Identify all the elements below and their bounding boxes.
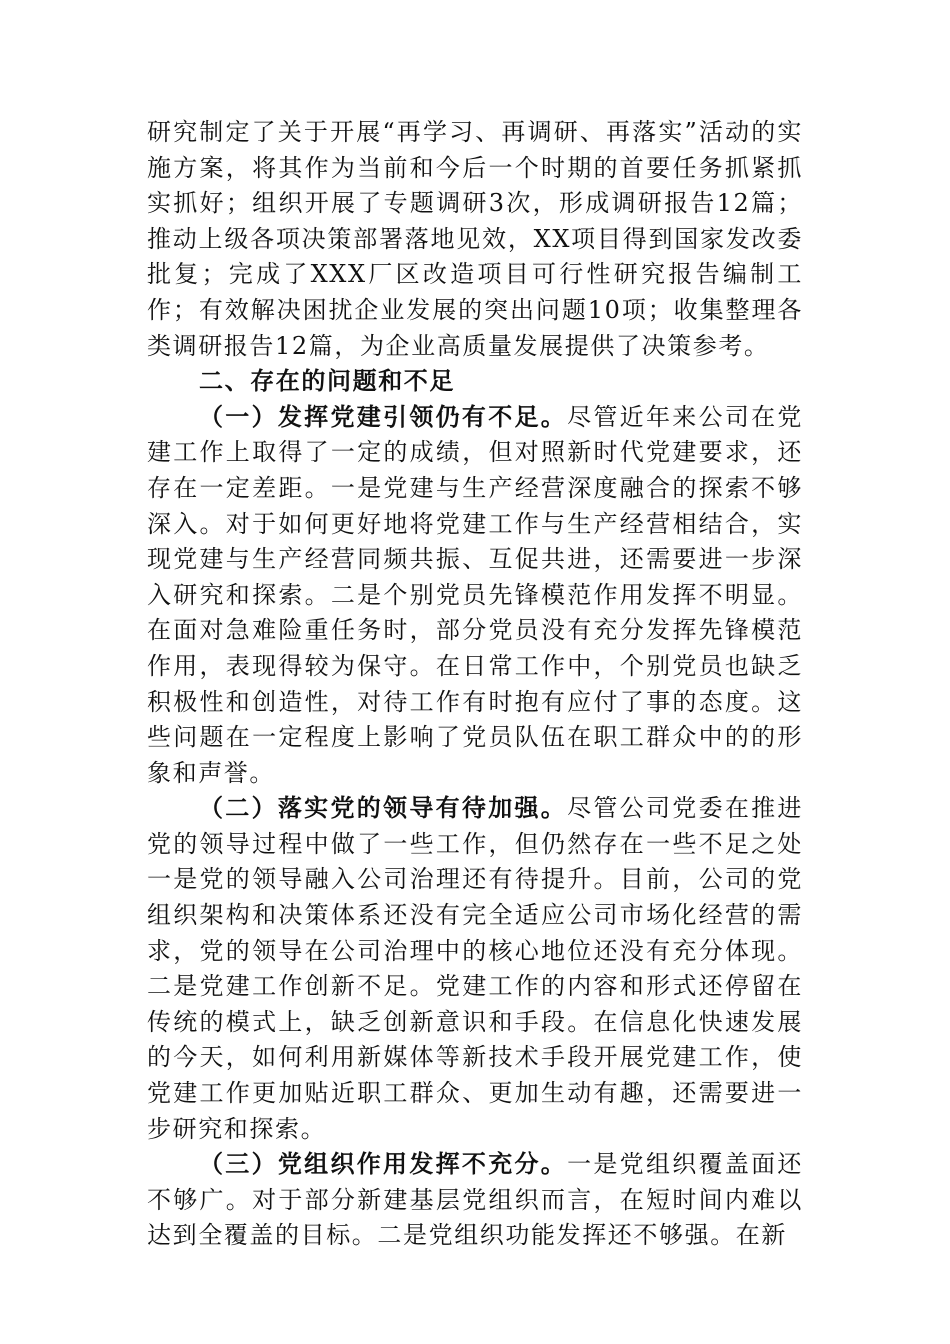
- problem-item-3-lead: （三）党组织作用发挥不充分。: [199, 1150, 568, 1179]
- problem-item-3: [147, 1147, 803, 1254]
- document-body: [147, 115, 803, 1254]
- problem-item-2-body: 尽管公司党委在推进党的领导过程中做了一些工作，但仍然存在一些不足之处一是党的领导融入公司治理还有待提升。目前，公司的党组织架构和决策体系还没有完全适应公司市场化经营的需求，党的领导在公司治理中的核心地位还没有充分体现。二是党建工作创新不足。党建工作的内容和形式还停留在传统的模式上，缺乏创新意识和手段。在信息化快速发展的今天，如何利用新媒体等新技术手段开展党建工作，使党建工作更加贴近职工群众、更加生动有趣，还需要进一步研究和探索。: [147, 794, 804, 1143]
- section-heading: 二、存在的问题和不足: [199, 367, 455, 396]
- paragraph-1: 研究制定了关于开展“再学习、再调研、再落实”活动的实施方案，将其作为当前和今后一个时期的首要任务抓紧抓实抓好；组织开展了专题调研3次，形成调研报告12篇；推动上级各项决策部署落地见效，XX项目得到国家发改委批复；完成了XXX厂区改造项目可行性研究报告编制工作；有效解决困扰企业发展的突出问题10项；收集整理各类调研报告12篇，为企业高质量发展提供了决策参考。: [147, 118, 803, 360]
- problem-item-3-body: 一是党组织覆盖面还不够广。对于部分新建基层党组织而言，在短时间内难以达到全覆盖的目标。二是党组织功能发挥还不够强。在新: [147, 1150, 804, 1250]
- problem-item-1: [147, 400, 803, 792]
- problem-item-1-lead: （一）发挥党建引领仍有不足。: [199, 402, 568, 431]
- problem-item-1-body: 尽管近年来公司在党建工作上取得了一定的成绩，但对照新时代党建要求，还存在一定差距。一是党建与生产经营深度融合的探索不够深入。对于如何更好地将党建工作与生产经营相结合，实现党建与生产经营同频共振、互促共进，还需要进一步深入研究和探索。二是个别党员先锋模范作用发挥不明显。在面对急难险重任务时，部分党员没有充分发挥先锋模范作用，表现得较为保守。在日常工作中，个别党员也缺乏积极性和创造性，对待工作有时抱有应付了事的态度。这些问题在一定程度上影响了党员队伍在职工群众中的的形象和声誉。: [147, 402, 804, 787]
- problem-item-2-lead: （二）落实党的领导有待加强。: [199, 794, 568, 823]
- problem-item-2: [147, 791, 803, 1147]
